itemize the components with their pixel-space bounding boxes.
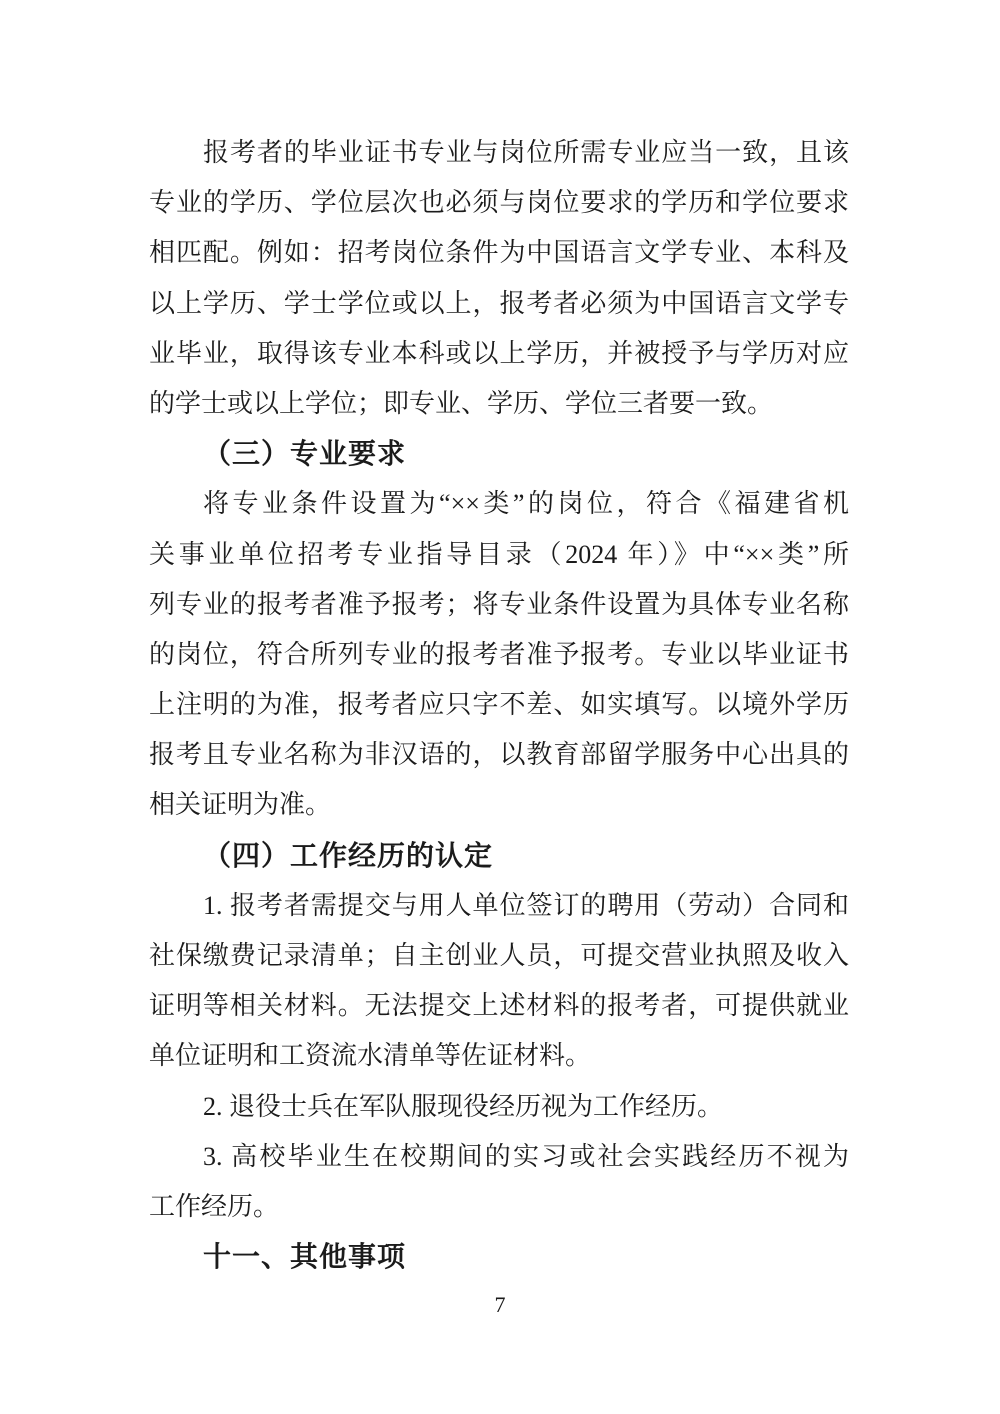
body-text-line: 证明等相关材料。无法提交上述材料的报考者，可提供就业 <box>149 991 849 1021</box>
body-text-line: 以上学历、学士学位或以上，报考者必须为中国语言文学专 <box>149 288 849 318</box>
section-heading: （四）工作经历的认定 <box>203 839 494 871</box>
body-text-line: 社保缴费记录清单；自主创业人员，可提交营业执照及收入 <box>149 941 849 970</box>
body-text-line: 的岗位，符合所列专业的报考者准予报考。专业以毕业证书 <box>149 639 849 669</box>
body-text-line: 列专业的报考者准予报考；将专业条件设置为具体专业名称 <box>149 589 849 619</box>
body-text-line: 上注明的为准，报考者应只字不差、如实填写。以境外学历 <box>149 690 849 720</box>
body-text-line: 相关证明为准。 <box>149 790 332 820</box>
body-text-line: 的学士或以上学位；即专业、学历、学位三者要一致。 <box>149 388 774 418</box>
body-text-line: 业毕业，取得该专业本科或以上学历，并被授予与学历对应 <box>149 338 849 368</box>
body-text-line: 将专业条件设置为“××类”的岗位，符合《福建省机 <box>203 489 849 519</box>
body-text-line: 专业的学历、学位层次也必须与岗位要求的学历和学位要求 <box>149 188 849 218</box>
body-text-line: 单位证明和工资流水清单等佐证材料。 <box>149 1041 592 1071</box>
body-text-line: 报考且专业名称为非汉语的，以教育部留学服务中心出具的 <box>149 740 849 770</box>
section-heading: （三）专业要求 <box>203 438 407 470</box>
body-text-line: 3. 高校毕业生在校期间的实习或社会实践经历不视为 <box>203 1141 849 1171</box>
body-text-line: 相匹配。例如：招考岗位条件为中国语言文学专业、本科及 <box>149 238 849 268</box>
body-text-line: 工作经历。 <box>149 1191 280 1221</box>
body-text-line: 1. 报考者需提交与用人单位签订的聘用（劳动）合同和 <box>203 890 849 920</box>
body-text-line: 关事业单位招考专业指导目录（2024 年）》中“××类”所 <box>149 539 849 569</box>
section-heading: 十一、其他事项 <box>203 1241 407 1273</box>
body-text-line: 报考者的毕业证书专业与岗位所需专业应当一致，且该 <box>203 138 849 167</box>
page-number: 7 <box>494 1292 506 1317</box>
document-body <box>149 128 849 1282</box>
body-text-line: 2. 退役士兵在军队服现役经历视为工作经历。 <box>203 1091 724 1121</box>
